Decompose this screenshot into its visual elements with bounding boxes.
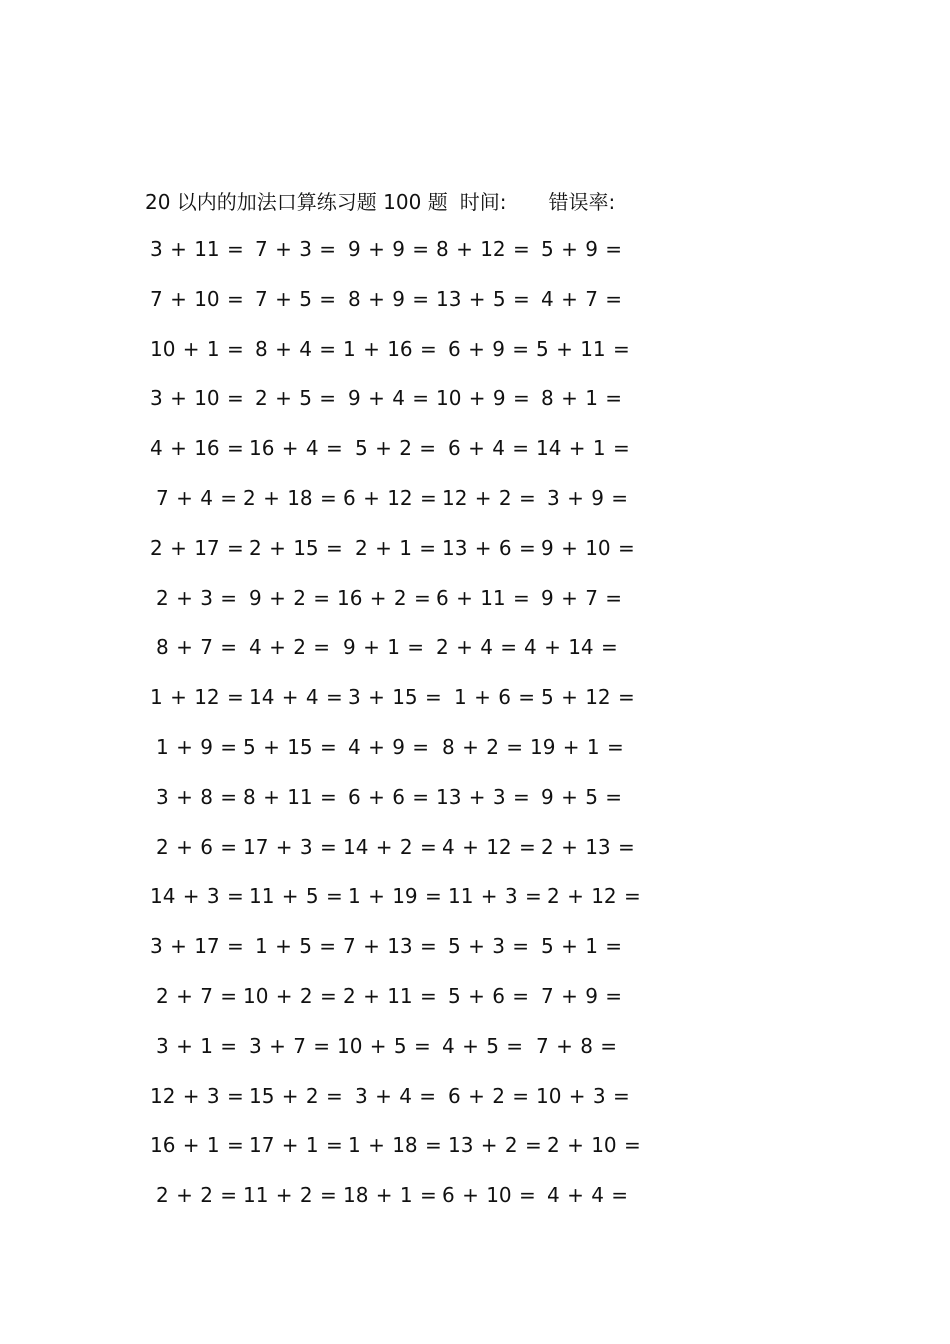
time-label: 时间: [459, 190, 507, 214]
problem-item: 7 + 8 = [536, 1033, 618, 1058]
problem-item: 1 + 9 = [156, 735, 238, 759]
problem-item: 4 + 7 = [541, 286, 623, 311]
problem-item: 16 + 4 = [249, 436, 343, 461]
problem-item: 3 + 15 = [348, 685, 442, 710]
problem-item: 6 + 11 = [436, 585, 530, 610]
problem-item: 2 + 11 = [343, 984, 437, 1008]
problem-item: 14 + 3 = [150, 884, 244, 909]
error-rate-label: 错误率: [548, 190, 616, 214]
problem-item: 10 + 9 = [436, 386, 530, 411]
problem-item: 3 + 9 = [547, 486, 629, 510]
problem-row [0, 931, 950, 961]
problem-item: 1 + 18 = [348, 1133, 442, 1158]
problem-item: 10 + 5 = [337, 1033, 431, 1058]
problem-item: 4 + 12 = [442, 834, 536, 859]
problem-item: 2 + 6 = [156, 834, 238, 859]
problem-item: 8 + 1 = [541, 386, 623, 411]
problem-row [0, 682, 950, 712]
problem-item: 17 + 3 = [243, 834, 337, 859]
problem-item: 11 + 2 = [243, 1183, 337, 1208]
problem-item: 8 + 9 = [348, 286, 430, 311]
problem-item: 19 + 1 = [530, 735, 624, 759]
problem-item: 7 + 4 = [156, 486, 238, 510]
problem-item: 5 + 1 = [541, 934, 623, 959]
problem-item: 3 + 10 = [150, 386, 244, 411]
problem-item: 1 + 19 = [348, 884, 442, 909]
problem-item: 2 + 17 = [150, 535, 244, 560]
problem-item: 14 + 1 = [536, 436, 630, 461]
problem-item: 13 + 2 = [448, 1133, 542, 1158]
problem-item: 5 + 15 = [243, 735, 337, 759]
problem-item: 1 + 5 = [255, 934, 337, 959]
problem-item: 2 + 13 = [541, 834, 635, 859]
problem-item: 3 + 7 = [249, 1033, 331, 1058]
problem-item: 8 + 4 = [255, 336, 337, 361]
problem-row [0, 1130, 950, 1160]
problem-row [0, 334, 950, 364]
problem-row [0, 1081, 950, 1111]
problem-item: 6 + 4 = [448, 436, 530, 461]
problem-item: 12 + 3 = [150, 1083, 244, 1108]
problem-item: 4 + 2 = [249, 635, 331, 660]
problem-item: 11 + 3 = [448, 884, 542, 909]
problem-item: 6 + 9 = [448, 336, 530, 361]
problem-row [0, 981, 950, 1011]
problem-item: 3 + 17 = [150, 934, 244, 959]
problem-item: 7 + 13 = [343, 934, 437, 959]
problem-item: 3 + 4 = [355, 1083, 437, 1108]
problem-item: 6 + 10 = [442, 1183, 536, 1208]
problem-item: 9 + 9 = [348, 237, 430, 261]
problem-item: 8 + 12 = [436, 237, 530, 261]
problem-item: 6 + 2 = [448, 1083, 530, 1108]
problem-item: 5 + 2 = [355, 436, 437, 461]
problem-item: 12 + 2 = [442, 486, 536, 510]
problem-item: 5 + 9 = [541, 237, 623, 261]
problem-row [0, 1031, 950, 1061]
problem-row [0, 881, 950, 911]
problem-row [0, 583, 950, 613]
problem-item: 2 + 12 = [547, 884, 641, 909]
problem-item: 4 + 4 = [547, 1183, 629, 1208]
problem-item: 18 + 1 = [343, 1183, 437, 1208]
problem-item: 3 + 8 = [156, 784, 238, 809]
problem-item: 3 + 1 = [156, 1033, 238, 1058]
problem-item: 7 + 10 = [150, 286, 244, 311]
worksheet-title: 20 以内的加法口算练习题 100 题 [145, 190, 448, 214]
problem-item: 2 + 7 = [156, 984, 238, 1008]
problem-item: 5 + 11 = [536, 336, 630, 361]
problem-item: 9 + 4 = [348, 386, 430, 411]
problem-item: 2 + 4 = [436, 635, 518, 660]
problem-row [0, 832, 950, 862]
problem-item: 10 + 1 = [150, 336, 244, 361]
problem-item: 17 + 1 = [249, 1133, 343, 1158]
problem-item: 2 + 18 = [243, 486, 337, 510]
problem-item: 2 + 10 = [547, 1133, 641, 1158]
problem-item: 5 + 12 = [541, 685, 635, 710]
problem-row [0, 632, 950, 662]
problem-item: 7 + 9 = [541, 984, 623, 1008]
problem-item: 16 + 2 = [337, 585, 431, 610]
problem-row [0, 433, 950, 463]
problem-item: 2 + 2 = [156, 1183, 238, 1208]
problem-item: 1 + 12 = [150, 685, 244, 710]
problem-item: 8 + 11 = [243, 784, 337, 809]
problem-item: 13 + 3 = [436, 784, 530, 809]
problem-item: 9 + 10 = [541, 535, 635, 560]
problem-item: 1 + 16 = [343, 336, 437, 361]
problem-item: 4 + 5 = [442, 1033, 524, 1058]
problem-item: 4 + 14 = [524, 635, 618, 660]
problem-item: 14 + 4 = [249, 685, 343, 710]
problem-row [0, 383, 950, 413]
problem-item: 2 + 1 = [355, 535, 437, 560]
problem-item: 9 + 7 = [541, 585, 623, 610]
problem-item: 5 + 3 = [448, 934, 530, 959]
problem-item: 16 + 1 = [150, 1133, 244, 1158]
problem-item: 2 + 15 = [249, 535, 343, 560]
problem-item: 10 + 3 = [536, 1083, 630, 1108]
problem-item: 7 + 3 = [255, 237, 337, 261]
problem-item: 9 + 5 = [541, 784, 623, 809]
problem-row [0, 782, 950, 812]
problem-item: 4 + 16 = [150, 436, 244, 461]
problem-item: 3 + 11 = [150, 237, 244, 261]
problem-item: 13 + 5 = [436, 286, 530, 311]
problem-item: 6 + 12 = [343, 486, 437, 510]
problem-row [0, 234, 950, 264]
problem-item: 8 + 2 = [442, 735, 524, 759]
problem-item: 9 + 2 = [249, 585, 331, 610]
problem-item: 14 + 2 = [343, 834, 437, 859]
problem-item: 13 + 6 = [442, 535, 536, 560]
problem-item: 15 + 2 = [249, 1083, 343, 1108]
problem-row [0, 533, 950, 563]
problem-row [0, 732, 950, 762]
problem-item: 10 + 2 = [243, 984, 337, 1008]
problem-item: 8 + 7 = [156, 635, 238, 660]
problem-item: 1 + 6 = [454, 685, 536, 710]
problem-row [0, 284, 950, 314]
problem-item: 11 + 5 = [249, 884, 343, 909]
problem-item: 2 + 3 = [156, 585, 238, 610]
problem-row [0, 1180, 950, 1210]
problem-item: 2 + 5 = [255, 386, 337, 411]
problem-item: 7 + 5 = [255, 286, 337, 311]
problem-item: 9 + 1 = [343, 635, 425, 660]
problem-item: 4 + 9 = [348, 735, 430, 759]
problem-item: 5 + 6 = [448, 984, 530, 1008]
problem-item: 6 + 6 = [348, 784, 430, 809]
problem-row [0, 483, 950, 513]
